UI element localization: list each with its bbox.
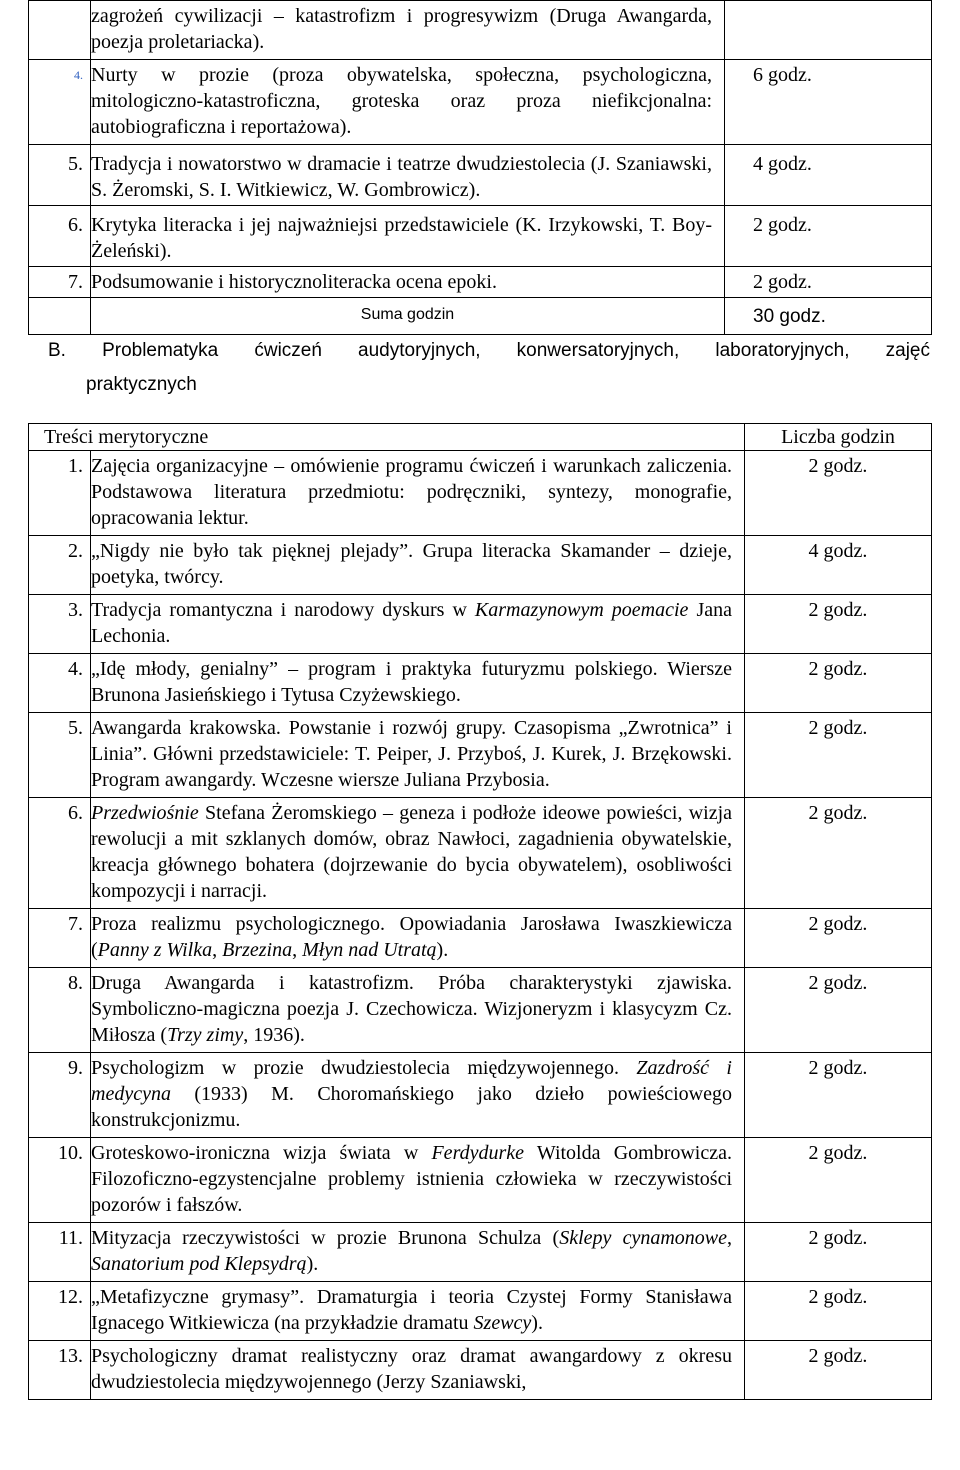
content-text: Proza realizmu psychologicznego. Opowiadania Jarosława Iwaszkiewicza ( bbox=[91, 913, 732, 961]
row-number: 6. bbox=[29, 206, 91, 267]
row-content bbox=[91, 798, 745, 909]
content-text: „Idę młody, genialny” – program i praktyka futuryzmu polskiego. Wiersze Brunona Jasieńskiego i Tytusa Czyżewskiego. bbox=[91, 658, 732, 706]
exercise-topics-table bbox=[28, 423, 932, 1400]
row-number: 11. bbox=[29, 1223, 91, 1282]
table-row bbox=[29, 145, 932, 206]
row-hours: 2 godz. bbox=[745, 595, 932, 654]
header-hours: Liczba godzin bbox=[745, 424, 932, 451]
content-text: ). bbox=[436, 939, 449, 961]
content-text: (1933) M. Choromańskiego jako dzieło powieściowego konstrukcjonizmu. bbox=[91, 1083, 732, 1131]
row-number bbox=[29, 1, 91, 60]
row-number: 2. bbox=[29, 536, 91, 595]
content-text: ). bbox=[531, 1312, 543, 1334]
title-italic: Karmazynowym poemacie bbox=[474, 599, 689, 621]
row-number: 7. bbox=[29, 909, 91, 968]
title-italic: Przedwiośnie bbox=[91, 802, 199, 824]
row-hours: 2 godz. bbox=[745, 1138, 932, 1223]
sum-spacer bbox=[29, 298, 91, 335]
table-row bbox=[29, 654, 932, 713]
table-row bbox=[29, 1282, 932, 1341]
sum-row bbox=[29, 298, 932, 335]
content-text: Tradycja romantyczna i narodowy dyskurs w bbox=[91, 599, 475, 621]
row-content bbox=[91, 909, 745, 968]
row-hours: 2 godz. bbox=[745, 1053, 932, 1138]
row-content bbox=[91, 536, 745, 595]
table-row bbox=[29, 536, 932, 595]
table-row bbox=[29, 713, 932, 798]
title-italic: Młyn nad Utratą bbox=[302, 939, 437, 961]
content-text: Zajęcia organizacyjne – omówienie programu ćwiczeń i warunkach zaliczenia. Podstawowa literatura przedmiotu: podręczniki, syntezy, monografie, opracowania lektur. bbox=[91, 455, 732, 529]
table-row bbox=[29, 206, 932, 267]
row-hours: 2 godz. bbox=[745, 798, 932, 909]
heading-word: laboratoryjnych, bbox=[715, 340, 850, 361]
row-number: 4. bbox=[29, 60, 91, 145]
row-content bbox=[91, 451, 745, 536]
content-text: , bbox=[727, 1227, 732, 1249]
table-row bbox=[29, 1138, 932, 1223]
row-number: 1. bbox=[29, 451, 91, 536]
content-text: , bbox=[292, 939, 303, 961]
content-text: Groteskowo-ironiczna wizja świata w bbox=[91, 1142, 432, 1164]
table-row bbox=[29, 60, 932, 145]
row-number: 13. bbox=[29, 1341, 91, 1400]
row-number: 6. bbox=[29, 798, 91, 909]
row-content bbox=[91, 654, 745, 713]
content-text: Druga Awangarda i katastrofizm. Próba charakterystyki zjawiska. Symboliczno-magiczna poezja J. Czechowicza. Wizjoneryzm i klasycyzm Cz. Miłosza ( bbox=[91, 972, 732, 1046]
content-text: Stefana Żeromskiego – geneza i podłoże ideowe powieści, wizja rewolucji a mit szklanych domów, obraz Nawłoci, zagadnienia obywatelskie, kreacja głównego bohatera (dojrzewanie do bycia obywatelem), osobliwości kompozycji i narracji. bbox=[91, 802, 732, 902]
row-hours: 2 godz. bbox=[745, 909, 932, 968]
table-row bbox=[29, 909, 932, 968]
row-content bbox=[91, 1223, 745, 1282]
table-row bbox=[29, 1341, 932, 1400]
heading-word: ćwiczeń bbox=[254, 340, 322, 361]
title-italic: Ferdydurke bbox=[431, 1142, 525, 1164]
title-italic: Panny z Wilka bbox=[97, 939, 213, 961]
table-row bbox=[29, 451, 932, 536]
title-italic: Trzy zimy bbox=[167, 1024, 244, 1046]
row-content bbox=[91, 1282, 745, 1341]
row-content: Tradycja i nowatorstwo w dramacie i teatrze dwudziestolecia (J. Szaniawski, S. Żeromski, S. I. Witkiewicz, W. Gombrowicz). bbox=[91, 145, 725, 206]
row-number: 8. bbox=[29, 968, 91, 1053]
table-header-row bbox=[29, 424, 932, 451]
row-number: 5. bbox=[29, 145, 91, 206]
row-hours: 2 godz. bbox=[725, 206, 932, 267]
content-text: Jana Lechonia. bbox=[91, 599, 732, 647]
content-text: Mityzacja rzeczywistości w prozie Brunona Schulza ( bbox=[91, 1227, 560, 1249]
heading-word: konwersatoryjnych, bbox=[516, 340, 680, 361]
row-content: zagrożeń cywilizacji – katastrofizm i progresywizm (Druga Awangarda, poezja proletariacka). bbox=[91, 1, 725, 60]
content-text: , bbox=[212, 939, 223, 961]
table-row bbox=[29, 1, 932, 60]
row-content bbox=[91, 713, 745, 798]
lecture-topics-table bbox=[28, 0, 932, 335]
row-hours: 2 godz. bbox=[745, 713, 932, 798]
row-content bbox=[91, 1341, 745, 1400]
title-italic: Brzezina bbox=[222, 939, 293, 961]
sum-label: Suma godzin bbox=[91, 298, 725, 335]
sum-value: 30 godz. bbox=[725, 298, 932, 335]
row-number: 4. bbox=[29, 654, 91, 713]
row-hours: 4 godz. bbox=[725, 145, 932, 206]
table-row bbox=[29, 1223, 932, 1282]
row-hours: 2 godz. bbox=[745, 451, 932, 536]
row-content bbox=[91, 595, 745, 654]
table-row bbox=[29, 1053, 932, 1138]
row-hours bbox=[725, 1, 932, 60]
row-hours: 4 godz. bbox=[745, 536, 932, 595]
row-content bbox=[91, 968, 745, 1053]
row-content bbox=[91, 1138, 745, 1223]
row-content: Krytyka literacka i jej najważniejsi przedstawiciele (K. Irzykowski, T. Boy-Żeleński). bbox=[91, 206, 725, 267]
row-hours: 2 godz. bbox=[745, 1341, 932, 1400]
row-number: 7. bbox=[29, 267, 91, 298]
content-text: „Metafizyczne grymasy”. Dramaturgia i teoria Czystej Formy Stanisława Ignacego Witkiewicza (na przykładzie dramatu bbox=[91, 1286, 732, 1334]
content-text: „Nigdy nie było tak pięknej plejady”. Grupa literacka Skamander – dzieje, poetyka, twórcy. bbox=[91, 540, 732, 588]
row-number: 12. bbox=[29, 1282, 91, 1341]
title-italic: Sklepy cynamonowe bbox=[559, 1227, 727, 1249]
table-row bbox=[29, 798, 932, 909]
row-content: Nurty w prozie (proza obywatelska, społeczna, psychologiczna, mitologiczno-katastroficzna, groteska oraz proza niefikcjonalna: autobiograficzna i reportażowa). bbox=[91, 60, 725, 145]
table-row bbox=[29, 267, 932, 298]
table-row bbox=[29, 968, 932, 1053]
heading-word: Problematyka bbox=[102, 340, 219, 361]
content-text: , 1936). bbox=[243, 1024, 305, 1046]
row-content bbox=[91, 1053, 745, 1138]
row-number: 5. bbox=[29, 713, 91, 798]
title-italic: Zazdrość i medycyna bbox=[91, 1057, 732, 1105]
row-hours: 2 godz. bbox=[745, 1282, 932, 1341]
content-text: Witolda Gombrowicza. Filozoficzno-egzystencjalne problemy istnienia człowieka w rzeczywistości pozorów i fałszów. bbox=[91, 1142, 732, 1216]
row-number: 3. bbox=[29, 595, 91, 654]
heading-word: zajęć bbox=[885, 340, 930, 361]
row-hours: 2 godz. bbox=[725, 267, 932, 298]
section-b-heading-line2: praktycznych bbox=[86, 374, 197, 395]
content-text: Psychologiczny dramat realistyczny oraz dramat awangardowy z okresu dwudziestolecia międzywojennego (Jerzy Szaniawski, bbox=[91, 1345, 732, 1393]
section-b-heading-line1 bbox=[48, 334, 930, 368]
heading-word: B. bbox=[48, 340, 66, 361]
row-hours: 2 godz. bbox=[745, 654, 932, 713]
heading-word: audytoryjnych, bbox=[358, 340, 481, 361]
row-number: 9. bbox=[29, 1053, 91, 1138]
row-hours: 6 godz. bbox=[725, 60, 932, 145]
row-number: 10. bbox=[29, 1138, 91, 1223]
section-b-heading bbox=[48, 334, 930, 402]
row-content: Podsumowanie i historycznoliteracka ocena epoki. bbox=[91, 267, 725, 298]
table-row bbox=[29, 595, 932, 654]
header-content: Treści merytoryczne bbox=[29, 424, 745, 451]
title-italic: Szewcy bbox=[473, 1312, 532, 1334]
content-text: Psychologizm w prozie dwudziestolecia międzywojennego. bbox=[91, 1057, 637, 1079]
row-hours: 2 godz. bbox=[745, 968, 932, 1053]
row-hours: 2 godz. bbox=[745, 1223, 932, 1282]
title-italic: Sanatorium pod Klepsydrą bbox=[91, 1253, 307, 1275]
content-text: ). bbox=[306, 1253, 319, 1275]
content-text: Awangarda krakowska. Powstanie i rozwój grupy. Czasopisma „Zwrotnica” i Linia”. Główni przedstawiciele: T. Peiper, J. Przyboś, J. Kurek, J. Brzękowski. Program awangardy. Wczesne wiersze Juliana Przybosia. bbox=[91, 717, 732, 791]
